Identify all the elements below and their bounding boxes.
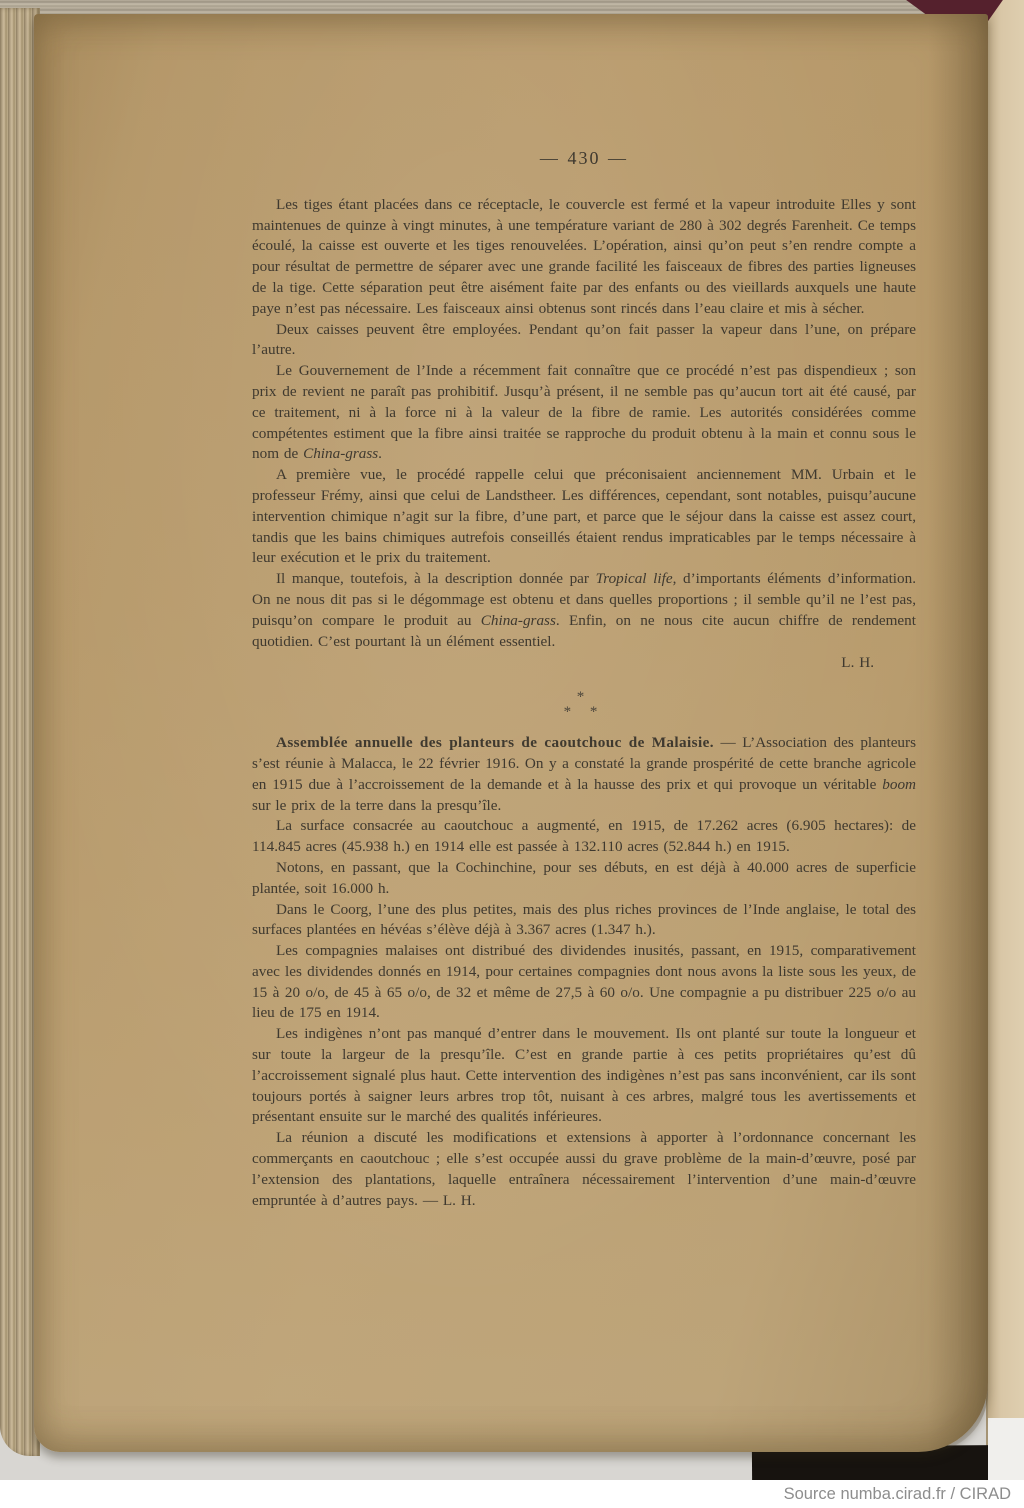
text-segment: sur le prix de la terre dans la presqu’île. [252,796,502,814]
paragraph [252,361,916,465]
paragraph [252,465,916,569]
paragraph [252,569,916,652]
paragraph [252,320,916,362]
gutter-shadow [928,14,988,1452]
article-list [252,195,916,1212]
text-segment: Il manque, toutefois, à la description donnée par [276,570,596,588]
text-segment: Le Gouvernement de l’Inde a récemment fait connaître que ce procédé n’est pas dispendieux ; son prix de revient ne paraît pas prohibitif. Jusqu’à présent, il ne semble pas qu’aucun tort ait été causé, par ce traitement, ni à la force ni à la valeur de la fibre de ramie. Les autorités considérées comme compétentes estiment que la fibre ainsi traitée se rapproche du produit obtenu à la main et connu sous le nom de [252,362,916,463]
paragraph [252,733,916,816]
text-segment: La surface consacrée au caoutchouc a augmenté, en 1915, de 17.262 acres (6.905 hectares): de 114.845 acres (45.938 h.) en 1914 elle est passée à 132.110 acres (52.844 h.) en 1915. [252,817,916,856]
text-segment: Assemblée annuelle des planteurs de caoutchouc de Malaisie. [276,734,714,752]
text-segment: boom [882,775,916,793]
book-page [34,14,988,1452]
text-segment: A première vue, le procédé rappelle celui que préconisaient anciennement MM. Urbain et le professeur Frémy, ainsi que celui de Landstheer. Les différences, cependant, sont notables, puisqu’aucune intervention chimique n’agit sur la fibre, d’une part, et parce que le séjour dans la caisse est assez court, tandis que les bains chimiques autrefois conseillés étaient rendus impraticables par le temps nécessaire à leur exécution et le prix du traitement. [252,466,916,567]
scanner-bed-corner [988,1418,1024,1482]
page-number: — 430 — [539,148,629,168]
paragraph [252,816,916,858]
attribution-bar [0,1480,1024,1508]
text-segment: Notons, en passant, que la Cochinchine, pour ses débuts, en est déjà à 40.000 acres de superficie plantée, soit 16.000 h. [252,858,916,897]
paragraph [252,941,916,1024]
text-segment: Dans le Coorg, l’une des plus petites, mais des plus riches provinces de l’Inde anglaise, le total des surfaces plantées en hévéas s’élève déjà à 3.367 acres (1.347 h.). [252,900,916,939]
page-content [252,148,916,1211]
paragraph [252,1128,916,1211]
text-segment: La réunion a discuté les modifications et extensions à apporter à l’ordonnance concernant les commerçants en caoutchouc ; elle s’est occupée aussi du grave problème de la main-d’œuvre, posé par l’extension des plantations, laquelle entraînera nécessairement l’intervention d’une main-d’œuvre empruntée à d’autres pays. — L. H. [252,1129,916,1209]
text-segment: China-grass [303,445,379,463]
source-attribution: Source numba.cirad.fr / CIRAD [783,1484,1011,1503]
paragraph [252,1024,916,1128]
text-segment: Les compagnies malaises ont distribué des dividendes inusités, passant, en 1915, comparativement avec les dividendes donnés en 1914, pour certaines compagnies dont nous avons la liste sous les yeux, de 15 à 20 o/o, de 45 à 65 o/o, de 32 et même de 27,5 à 60 o/o. Une compagnie a pu distribuer 225 o/o au lieu de 175 en 1914. [252,942,916,1022]
text-segment: Les tiges étant placées dans ce réceptacle, le couvercle est fermé et la vapeur introduite Elles y sont maintenues de quinze à vingt minutes, à une température variant de 280 à 302 degrés Farenheit. Ce temps écoulé, la caisse est ouverte et les tiges renouvelées. L’opération, ainsi qu’on peut s’en rendre compte a pour résultat de permettre de séparer avec une grande facilité les faisceaux de fibres des parties ligneuses de la tige. Cette séparation peut être aisément faite par des enfants ou des vieillards auxquels une haute paye n’est pas nécessaire. Les faisceaux ainsi obtenus sont rincés dans l’eau claire et mis à sécher. [252,195,916,317]
text-segment: . Enfin, on ne nous cite aucun chiffre de rendement quotidien. C’est pourtant là un élément essentiel. [252,611,916,650]
article-ramie-steam-process [252,195,916,674]
separator-line: * * [563,704,605,721]
text-segment: Les indigènes n’ont pas manqué d’entrer dans le mouvement. Ils ont planté sur toute la longueur et sur toute la largeur de la presqu’île. C’est en grande partie à ces petits propriétaires qu’est dû l’accroissement signalé plus haut. Cette intervention des indigènes n’est pas sans inconvénient, car ils sont toujours portés à saigner leurs arbres trop tôt, nuisant à ces arbres, malgré tous les avertissements et présentant ensuite sur le marché des qualités inférieures. [252,1025,916,1126]
text-segment: Tropical life [595,570,673,588]
article-assemblee-planteurs-malaisie [252,690,916,1211]
text-segment: . [378,445,382,463]
asterisk-separator [252,690,916,720]
paragraph [252,858,916,900]
author-initials: L. H. [841,654,874,672]
paragraph [252,195,916,320]
text-segment: — L’Association des planteurs s’est réunie à Malacca, le 22 février 1916. On y a constaté la grande prospérité de cette branche agricole en 1915 due à l’accroissement de la demande et à la hausse des prix et qui provoque un véritable [252,734,916,793]
text-segment: China-grass [480,611,556,629]
separator-line: * [576,689,592,706]
facing-page-edge [986,0,1024,1456]
text-segment: Deux caisses peuvent être employées. Pendant qu’on fait passer la vapeur dans l’une, on prépare l’autre. [252,320,916,359]
text-segment: , d’importants éléments d’information. On ne nous dit pas si le dégommage est obtenu et dans quelles proportions ; il semble qu’il ne l’est pas, puisqu’on compare le produit au [252,570,917,629]
paragraph [252,900,916,942]
